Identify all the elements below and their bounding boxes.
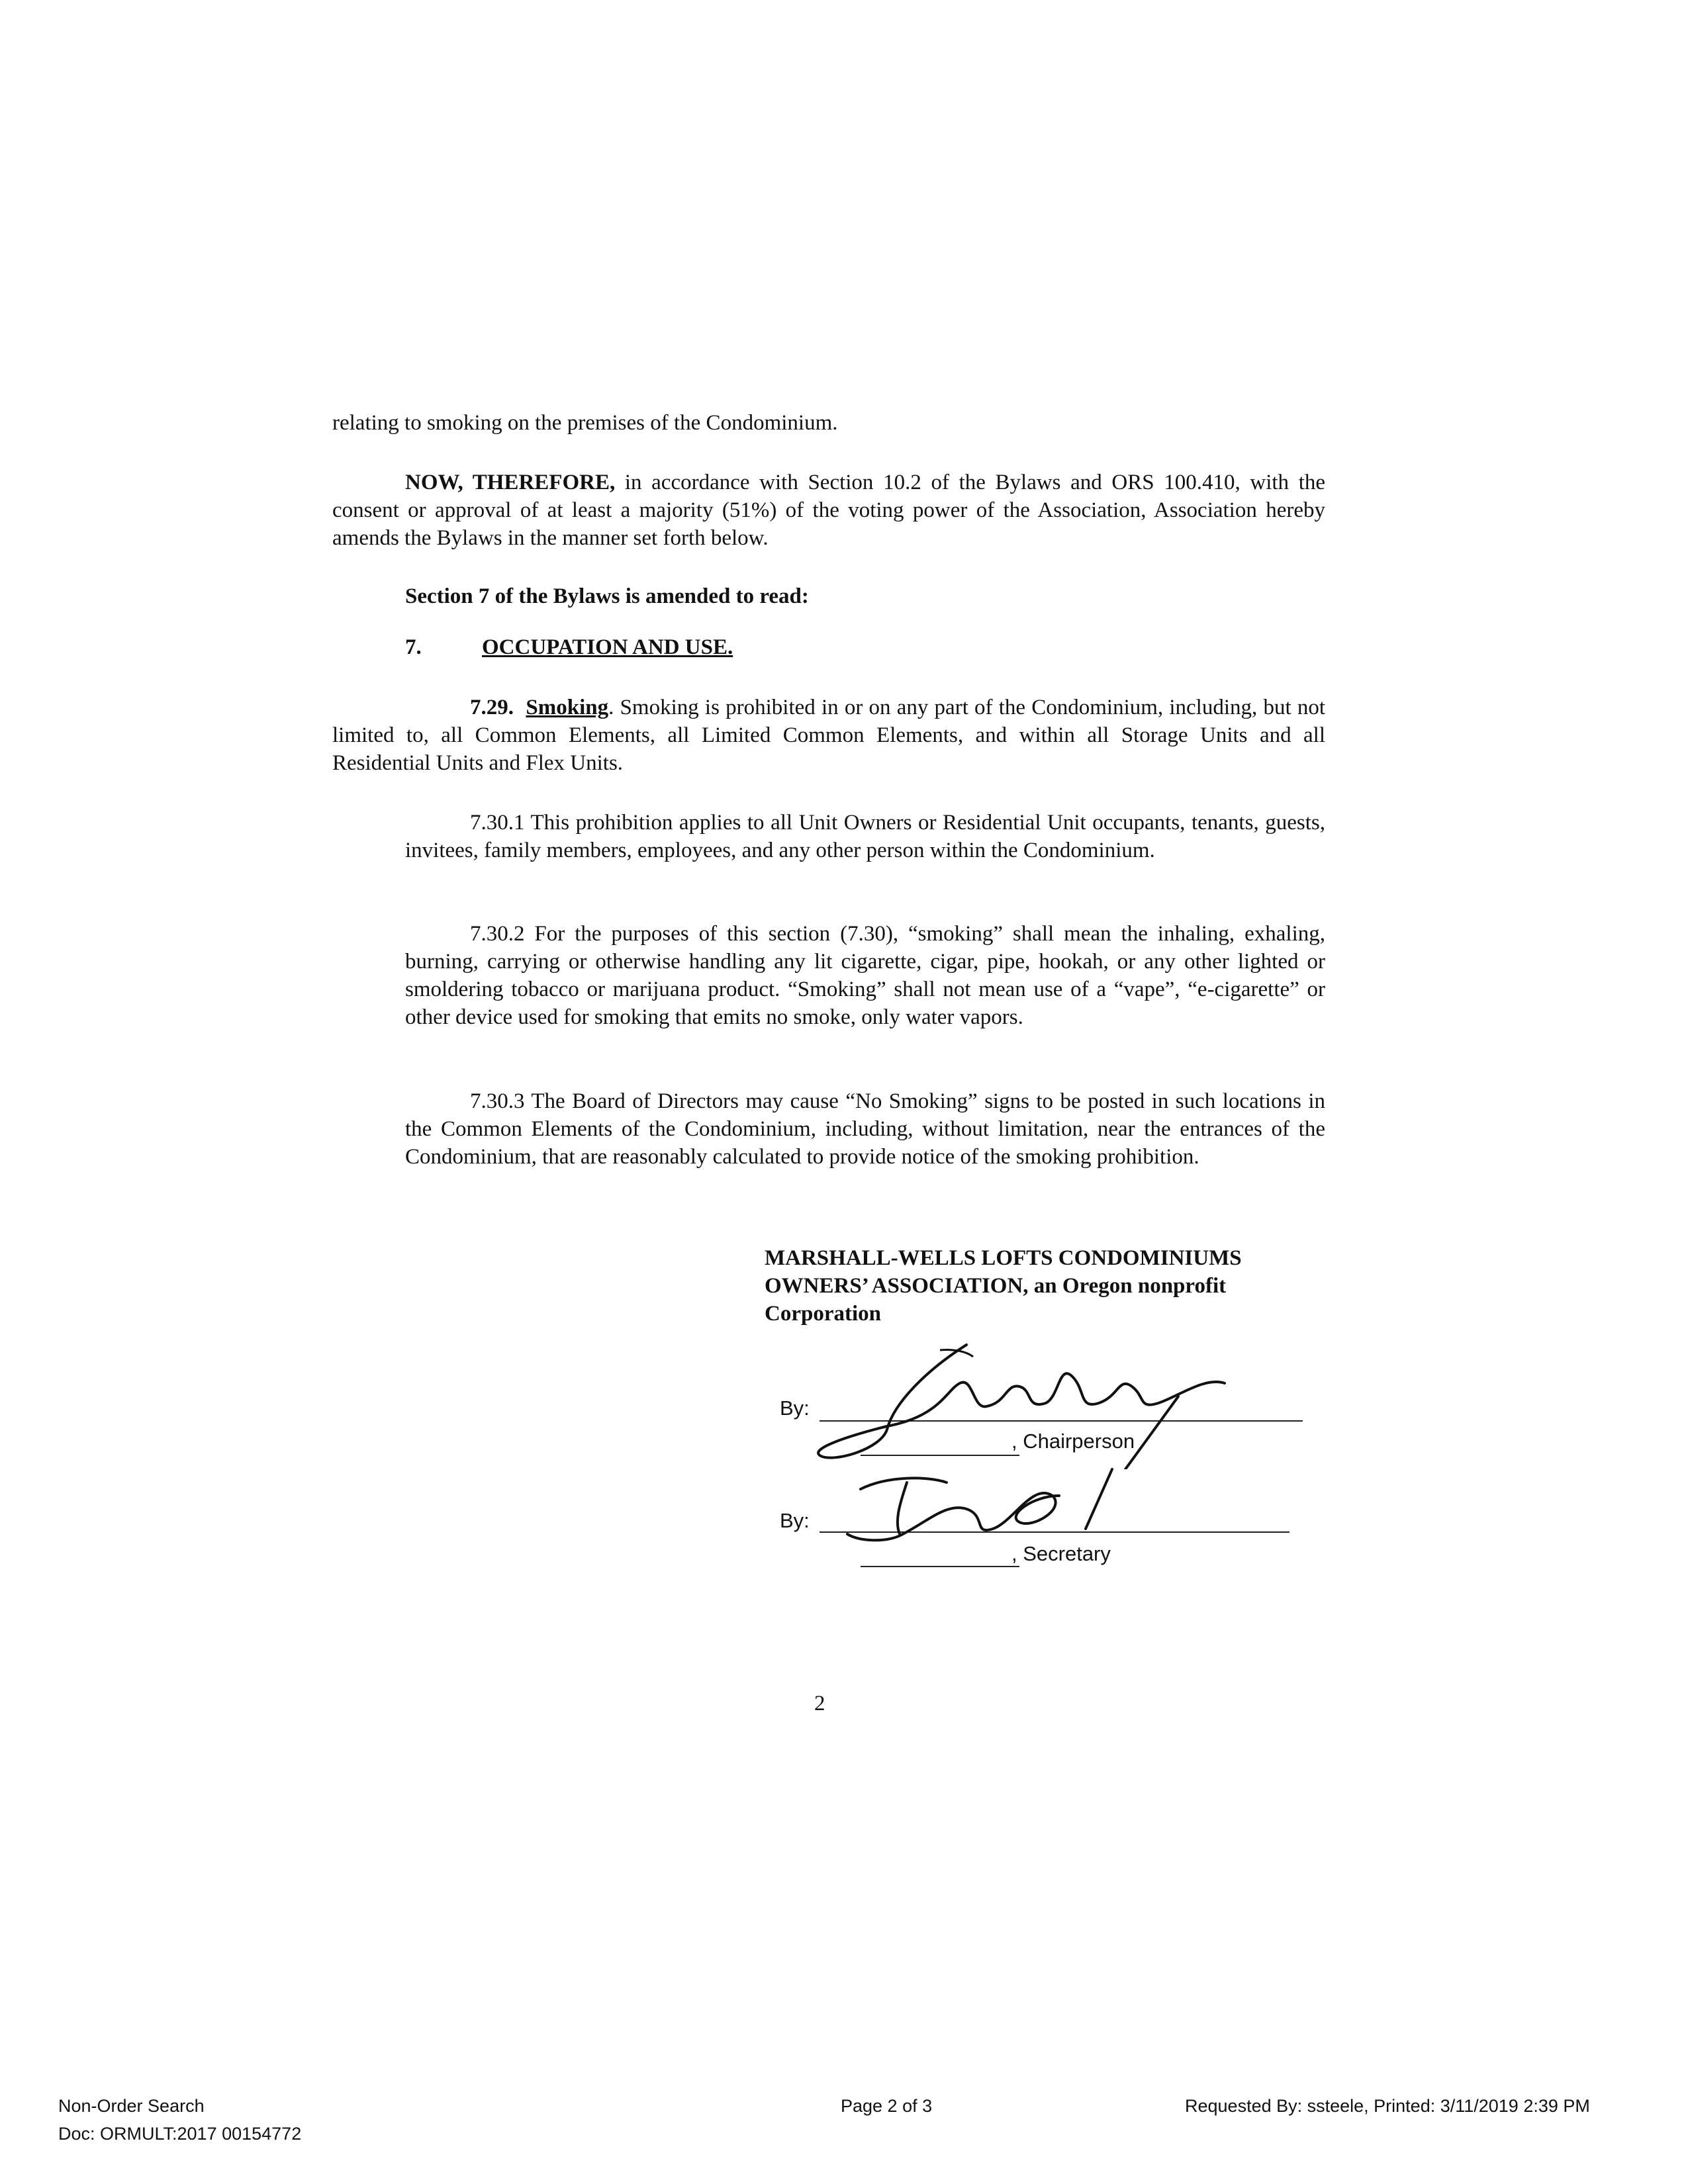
organization-name: MARSHALL-WELLS LOFTS CONDOMINIUMS OWNERS’ ASSOCIATION, an Oregon nonprofit Corporation <box>765 1246 1242 1326</box>
now-therefore-lead: NOW, THEREFORE, <box>405 471 616 494</box>
footer-left-line-1: Non-Order Search <box>58 2096 205 2116</box>
article-number: 7. <box>405 635 422 659</box>
now-therefore-paragraph <box>332 469 1325 552</box>
article-title: OCCUPATION AND USE. <box>482 635 733 659</box>
footer-left-line-2: Doc: ORMULT:2017 00154772 <box>58 2124 302 2144</box>
section-7-29-text: . Smoking is prohibited in or on any part of the Condominium, including, but not limited to, all Common Elements, all Limited Common Elements, and within all Storage Units and all Residential Units and Flex Units. <box>332 696 1325 775</box>
section-heading: Section 7 of the Bylaws is amended to read: <box>405 584 809 608</box>
section-7-29-title: Smoking <box>526 696 609 719</box>
section-7-30-2: 7.30.2 For the purposes of this section (7.30), “smoking” shall mean the inhaling, exhaling, burning, carrying or otherwise handling any lit cigarette, cigar, pipe, hookah, or any other lighted or smoldering tobacco or marijuana product. “Smoking” shall not mean use of a “vape”, “e-cigarette” or other device used for smoking that emits no smoke, only water vapors. <box>405 922 1325 1029</box>
secretary-by-label: By: <box>780 1509 810 1532</box>
footer-page-indicator: Page 2 of 3 <box>841 2096 933 2116</box>
section-7-30-1: 7.30.1 This prohibition applies to all Unit Owners or Residential Unit occupants, tenants, guests, invitees, family members, employees, and any other person within the Condominium. <box>405 811 1325 862</box>
chairperson-signature <box>808 1337 1231 1469</box>
secretary-signature <box>834 1456 1205 1555</box>
opening-line: relating to smoking on the premises of the Condominium. <box>332 411 838 435</box>
secretary-title: , Secretary <box>1011 1542 1111 1565</box>
section-7-29 <box>332 694 1325 777</box>
section-7-29-number: 7.29. <box>470 696 514 719</box>
secretary-name-line <box>861 1566 1019 1567</box>
footer-requested-by: Requested By: ssteele, Printed: 3/11/2019 2:39 PM <box>1185 2096 1590 2116</box>
chairperson-by-label: By: <box>780 1396 810 1420</box>
page-number: 2 <box>814 1692 825 1715</box>
article-heading <box>405 635 733 660</box>
chairperson-title: , Chairperson <box>1011 1430 1135 1453</box>
now-therefore-text: in accordance with Section 10.2 of the Bylaws and ORS 100.410, with the consent or approval of at least a majority (51%) of the voting power of the Association, Association hereby amends the Bylaws in the manner set forth below. <box>332 471 1326 550</box>
section-7-30-3: 7.30.3 The Board of Directors may cause “No Smoking” signs to be posted in such locations in the Common Elements of the Condominium, including, without limitation, near the entrances of the Condominium, that are reasonably calculated to provide notice of the smoking prohibition. <box>405 1089 1325 1169</box>
